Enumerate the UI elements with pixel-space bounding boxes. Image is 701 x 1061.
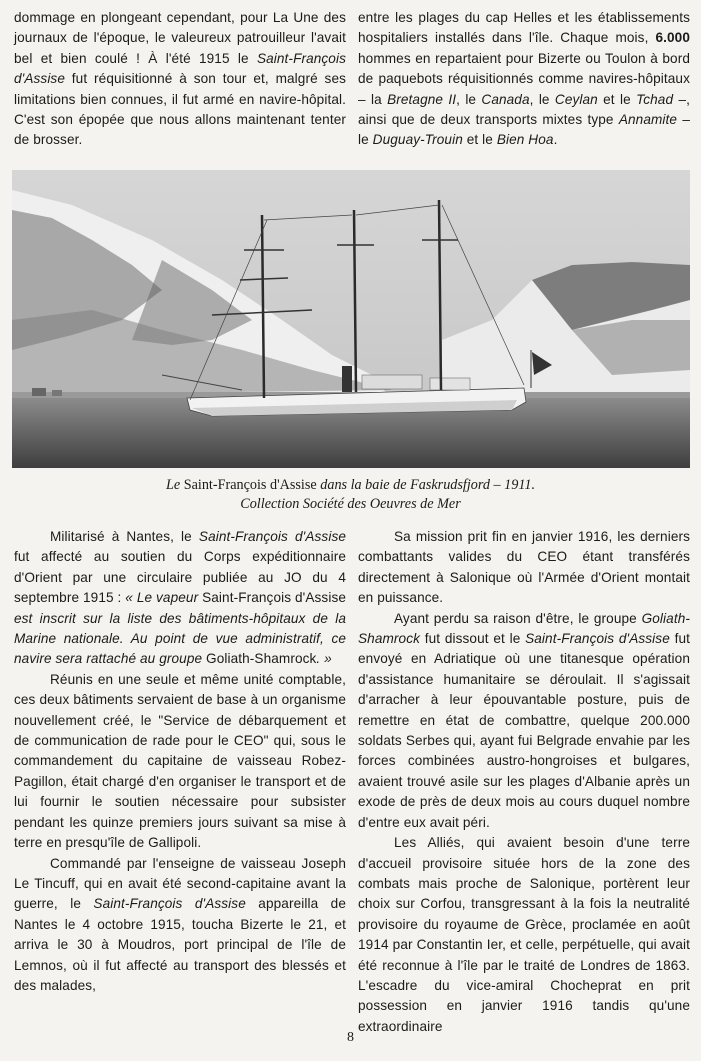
text-run: dommage en plongeant cependant, pour La Une des journaux de l'époque, le valeureux patrouilleur l'avait bel et bien coulé ! À l'été 1915 le — [14, 10, 346, 66]
quote-text: « Le vapeur — [125, 590, 203, 606]
paragraph — [14, 8, 346, 151]
ship-name: Saint-François d'Assise — [525, 631, 670, 647]
column-top-left — [14, 8, 346, 151]
paragraph — [358, 8, 690, 151]
text-run: fut affecté au soutien du Corps expéditionnaire d'Orient par une circulaire publiée au JO du 4 septembre 1915 : — [14, 549, 346, 606]
caption-text: Le — [165, 477, 184, 493]
text-run: et le — [597, 91, 637, 107]
ship-name: Ceylan — [554, 91, 598, 107]
text-run: Commandé par l'enseigne de vaisseau Joseph Le Tincuff, qui en avait été second-capitaine avant la guerre, le — [14, 855, 346, 912]
caption-ship-name: Saint-François d'Assise — [183, 477, 317, 493]
caption-text: dans la baie de Faskrudsfjord – 1911. — [316, 477, 536, 493]
ship-name: Saint-François d'Assise — [14, 50, 346, 87]
paragraph: Les Alliés, qui avaient besoin d'une terre d'accueil provisoire située hors de la zone des combats mais proche de Salonique, portèrent leur choix sur Corfou, transgressant à la fois la neutralité provisoire du royaume de Grèce, proclamée en août 1914 par Constantin Ier, et celle, perpétuelle, qui avait été reconnue à l'île par le traité de Londres de 1863. L'escadre du vice-amiral Chocheprat en prit possession en janvier 1916 tandis qu'une extraordinaire — [358, 835, 690, 1034]
ship-name: Bretagne II — [387, 91, 457, 107]
ship-name: Bien Hoa — [496, 132, 554, 148]
quote-text: est inscrit sur la liste des bâtiments-hôpitaux de la Marine nationale. Au point de vue administratif, ce navire sera rattaché au groupe — [14, 610, 346, 667]
ship-name: Duguay-Trouin — [372, 132, 463, 148]
photo-caption-line1 — [0, 476, 701, 495]
text-run: , le — [529, 91, 555, 107]
bold-number: 6.000 — [655, 30, 690, 46]
photo-caption-line2: Collection Société des Oeuvres de Mer — [240, 496, 461, 512]
ship-name: Tchad — [636, 91, 674, 107]
paragraph: Sa mission prit fin en janvier 1916, les derniers combattants valides du CEO étant transférés directement à Salonique où l'Armée d'Orient montait en puissance. — [358, 529, 690, 606]
text-run: – le — [358, 112, 690, 148]
group-name: Goliath-Shamrock — [206, 651, 317, 667]
text-run: –, ainsi que de deux transports mixtes type — [358, 91, 690, 128]
ship-photo-illustration — [12, 170, 690, 468]
ship-name: Canada — [481, 91, 530, 107]
paragraph — [14, 527, 346, 670]
ship-name: Saint-François d'Assise — [202, 590, 347, 606]
text-run: hommes en repartaient pour Bizerte ou Toulon à bord de paquebots réquisitionnés comme navires-hôpitaux – la — [358, 50, 690, 107]
column-bottom-right — [358, 527, 690, 1037]
text-run: , le — [456, 91, 482, 107]
column-top-right — [358, 8, 690, 151]
page-number: 8 — [347, 1030, 354, 1045]
paragraph: Réunis en une seule et même unité comptable, ces deux bâtiments servaient de base à un organisme nouvellement créé, le "Service de débarquement et de communication de rade pour le CEO" qui, sous le commandement du capitaine de vaisseau Robez-Pagillon, était chargé d'en organiser le transport et de lui fournir le soutien nécessaire pour subsister pendant les quinze premiers jours suivant sa mise à terre en presqu'île de Gallipoli. — [14, 671, 346, 851]
paragraph — [14, 854, 346, 997]
text-run: fut envoyé en Adriatique où une titanesque opération d'assistance humanitaire se déroulait. Il s'agissait d'arracher à leur épouvantable posture, puis de remettre en état de combattre, quelque 200.000 soldats Serbes qui, ayant fui Belgrade envahie par les forces combinées austro-hongroises et bulgares, avaient trouvé asile sur les plages d'Albanie après un exode de près de deux mois au cours duquel nombre d'entre eux avait péri. — [358, 631, 690, 830]
text-run: fut réquisitionné à son tour et, malgré ses limitations bien connues, il fut armé en navire-hôpital. C'est son épopée que nous allons maintenant tenter de brosser. — [14, 71, 346, 148]
text-run: entre les plages du cap Helles et les établissements hospitaliers installés dans l'île. Chaque mois, — [358, 10, 690, 46]
text-run: appareilla de Nantes le 4 octobre 1915, toucha Bizerte le 21, et arriva le 30 à Moudros, port principal de l'île de Lemnos, où il fut affecté au transport des blessés et des malades, — [14, 896, 346, 993]
text-run: et le — [462, 132, 497, 148]
ship-photograph — [12, 170, 690, 468]
group-name: Goliath-Shamrock — [358, 610, 690, 647]
ship-name: Annamite — [618, 112, 678, 128]
text-run: . — [553, 132, 558, 148]
paragraph — [358, 609, 690, 833]
ship-name: Saint-François d'Assise — [198, 529, 347, 544]
text-run: fut dissout et le — [420, 631, 526, 647]
text-run: Ayant perdu sa raison d'être, le groupe — [394, 610, 642, 626]
column-bottom-left — [14, 527, 346, 996]
text-run: Militarisé à Nantes, le — [50, 529, 199, 544]
quote-text: . » — [316, 651, 332, 667]
ship-name: Saint-François d'Assise — [93, 896, 246, 912]
